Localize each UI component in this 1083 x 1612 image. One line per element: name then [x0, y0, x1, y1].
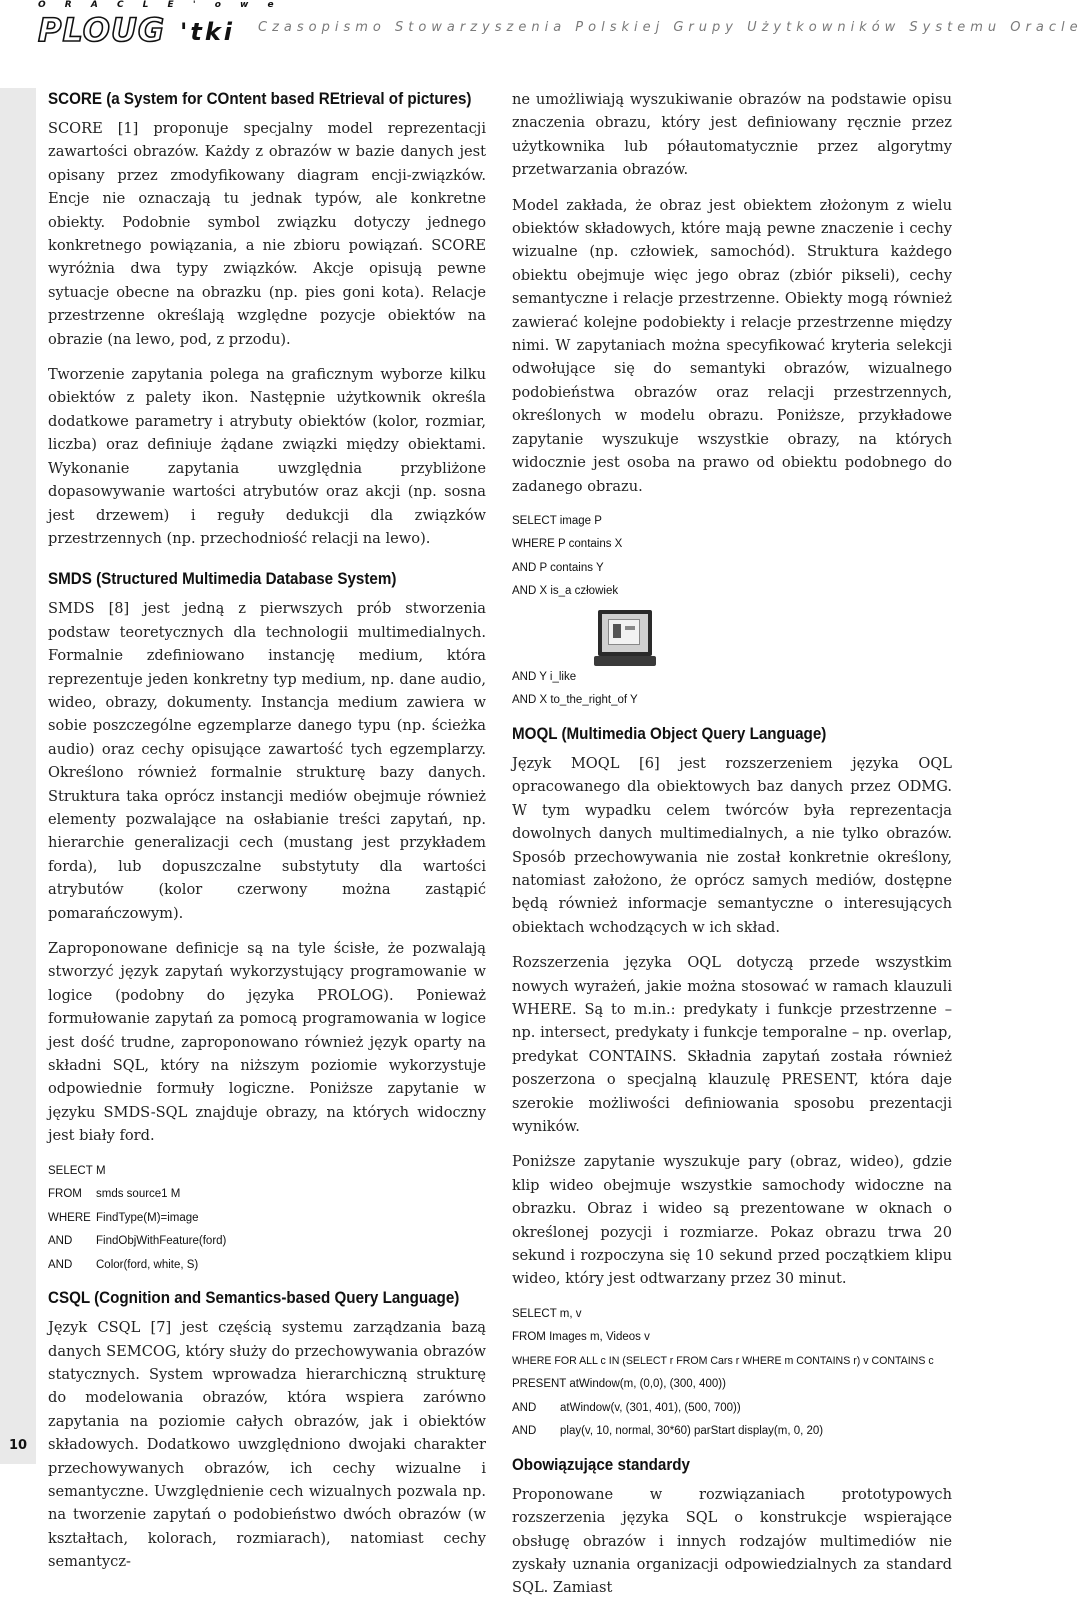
margin-strip	[0, 88, 36, 1464]
code-line: AND play(v, 10, normal, 30*60) parStart display(m, 0, 20)	[512, 1425, 824, 1438]
standards-paragraph-1: Proponowane w rozwiązaniach prototypowych rozszerzenia języka SQL o konstrukcje wspierające obsługę obrazów i innych rodzajów multimediów nie zyskały uznania organizacji odpowiedzialnych za standard SQL. Zamiast	[512, 1485, 952, 1597]
smds-heading: SMDS (Structured Multimedia Database System)	[48, 570, 397, 589]
csql-heading: CSQL (Cognition and Semantics-based Query Language)	[48, 1289, 460, 1308]
csql-paragraph-3: Model zakłada, że obraz jest obiektem złożonym z wielu obiektów składowych, które mają pewne znaczenie i cechy wizualne (np. człowiek, samochód). Struktura każdego obiektu obejmuje więc jego obraz (zbiór pikseli), cechy semantyczne i relacje przestrzenne. Obiekty mogą również zawierać kolejne podobiekty i relacje przestrzenne między nimi. W zapytaniach można specyfikować kryteria selekcji odwołujące się do semantyki obrazów, wizualnego podobieństwa obrazów oraz relacji przestrzennych, określonych w modelu obrazu. Poniższe, przykładowe zapytanie wyszukuje wszystkie obrazy, na których widocznie jest osoba na prawo od obiektu podobnego do zadanego obrazu.	[512, 196, 952, 495]
code-line: AND Color(ford, white, S)	[48, 1258, 199, 1271]
moql-paragraph-3: Poniższe zapytanie wyszukuje pary (obraz, wideo), gdzie klip wideo obejmuje wszystkie samochody widoczne na obrazku. Obraz i wideo są prezentowane w oknach o określonej pozycji i rozmiarze. Pokaz obrazu trwa 20 sekund i rozpoczyna się 10 sekund przed początkiem klipu wideo, który jest odtwarzany przez 30 minut.	[512, 1153, 952, 1288]
code-line: AND X is_a człowiek	[512, 585, 619, 598]
code-line: AND P contains Y	[512, 561, 604, 574]
smds-sql-code	[48, 1160, 486, 1278]
moql-paragraph-1: Język MOQL [6] jest rozszerzeniem języka OQL opracowanego dla obiektowych baz danych przez ODMG. W tym wypadku celem twórców była reprezentacja dowolnych danych multimedialnych, a nie tylko obrazów. Sposób przechowywania nie został konkretnie określony, natomiast założono, że oprócz samych mediów, dostępne będą również informacje semantyczne o interesujących obiektach wchodzących w ich skład.	[512, 754, 952, 936]
page-header	[0, 0, 1083, 62]
csql-code-a	[512, 510, 952, 604]
moql-code	[512, 1303, 952, 1444]
standards-heading: Obowiązujące standardy	[512, 1455, 691, 1474]
score-paragraph-1: SCORE [1] proponuje specjalny model reprezentacji zawartości obrazów. Każdy z obrazów w bazie danych jest opisany przez zmodyfikowany diagram encji-związków. Encje nie oznaczają tu jednak typów, ale konkretne obiekty. Podobnie symbol związku dotyczy jednego konkretnego powiązania, a nie zbioru powiązań. SCORE wyróżnia dwa typy związków. Akcje opisują pewne sytuacje obecne na obrazku (np. pies goni kota). Relacje przestrzenne określają względne pozycje obiektów na obrazie (na lewo, pod, z przodu).	[48, 120, 486, 348]
csql-paragraph-1: Język CSQL [7] jest częścią systemu zarządzania bazą danych SEMCOG, który służy do przechowywania obrazów statycznych. System wprowadza hierarchiczną strukturę do modelowania obrazów, która wspiera zarówno zapytania na poziomie całych obrazów, jak i obiektów składowych. Dodatkowo uwzględniono dwojaki charakter przechowywanych obrazów, ich cechy wizualne i semantyczne. Uwzględnienie cech wizualnych pozwala np. na tworzenie zapytań o podobieństwo dwóch obrazów (w kształtach, kolorach, rozmiarach), natomiast cechy semantycz-	[48, 1319, 486, 1571]
score-heading: SCORE (a System for COntent based REtrieval of pictures)	[48, 90, 472, 108]
smds-paragraph-2: Zaproponowane definicje są na tyle ścisłe, że pozwalają stworzyć język zapytań wykorzystujący programowanie w logice (podobny do języka PROLOG). Ponieważ formułowanie zapytań za pomocą programowania w logice jest dość trudne, zaproponowano również język oparty na składni SQL, który na niższym poziomie wykorzystuje odpowiednie formuły logiczne. Poniższe zapytanie w języku SMDS-SQL znajduje obrazy, na których widoczny jest biały ford.	[48, 940, 486, 1145]
score-paragraph-2: Tworzenie zapytania polega na graficznym wyborze kilku obiektów z palety ikon. Następnie użytkownik określa dodatkowe parametry i atrybuty obiektów (kolor, rozmiar, liczba) oraz definiuje żądane związki między obiektami. Wykonanie zapytania uwzględnia przybliżone dopasowywanie wartości atrybutów oraz akcji (np. sosna jest drzewem) i reguły dedukcji dla związków przestrzennych (np. przechodniość relacji na lewo).	[48, 366, 486, 547]
code-line: AND X to_the_right_of Y	[512, 694, 638, 707]
moql-heading: MOQL (Multimedia Object Query Language)	[512, 724, 827, 743]
computer-monitor-icon	[598, 610, 678, 670]
brand-top-text: O R A C L E ' o w e	[38, 0, 282, 10]
left-column	[48, 88, 486, 1586]
code-line: WHERE FOR ALL c IN (SELECT r FROM Cars r WHERE m CONTAINS r) v CONTAINS c	[512, 1354, 934, 1367]
csql-code-b	[512, 666, 952, 713]
code-line: AND atWindow(v, (301, 401), (500, 700))	[512, 1401, 741, 1414]
journal-tagline: Czasopismo Stowarzyszenia Polskiej Grupy Użytkowników Systemu Oracle	[258, 20, 1083, 35]
smds-paragraph-1: SMDS [8] jest jedną z pierwszych prób stworzenia podstaw teoretycznych dla technologii multimedialnych. Formalnie zdefiniowano instancję medium, która reprezentuje jeden konkretny typ medium, np. dane audio, wideo, obrazy, dokumenty. Instancja medium zawiera w sobie poszczególne egzemplarze danego typu (np. ścieżka audio) oraz cechy opisujące zawartość tych egzemplarzy. Określono również formalnie strukturę bazy danych. Struktura taka oprócz instancji mediów obejmuje również elementy pozwalające na osłabianie treści zapytań, np. hierarchie generalizacji cech (mustang jest przykładem forda), lub dopuszczalne substytuty dla wartości atrybutów (kolor czerwony można zastąpić pomarańczowym).	[48, 600, 486, 922]
code-line: FROM Images m, Videos v	[512, 1331, 650, 1344]
ploug-logo: PLOUG	[38, 11, 166, 49]
code-line: AND FindObjWithFeature(ford)	[48, 1235, 227, 1248]
code-line: AND Y i_like	[512, 670, 577, 683]
code-line: SELECT image P	[512, 514, 602, 527]
code-line: FROM smds source1 M	[48, 1188, 181, 1201]
code-line: WHERE P contains X	[512, 538, 623, 551]
logo-suffix: 'tki	[180, 18, 236, 46]
right-column	[512, 88, 952, 1612]
moql-paragraph-2: Rozszerzenia języka OQL dotyczą przede wszystkim nowych wyrażeń, jakie można stosować w ramach klauzuli WHERE. Są to m.in.: predykaty i funkcje przestrzenne – np. intersect, predykaty i funkcje temporalne – np. overlap, predykat CONTAINS. Składnia zapytań została również poszerzona o specjalną klauzulę PRESENT, która daje szerokie możliwości definiowania sposobu prezentacji wyników.	[512, 954, 952, 1135]
code-line: SELECT M	[48, 1164, 106, 1177]
code-line: WHERE FindType(M)=image	[48, 1211, 199, 1224]
csql-paragraph-2: ne umożliwiają wyszukiwanie obrazów na podstawie opisu znaczenia obrazu, który jest definiowany ręcznie przez użytkownika lub półautomatycznie przez algorytmy przetwarzania obrazów.	[512, 91, 952, 179]
page-number: 10	[8, 1438, 28, 1453]
code-line: SELECT m, v	[512, 1307, 582, 1320]
code-line: PRESENT atWindow(m, (0,0), (300, 400))	[512, 1378, 726, 1391]
